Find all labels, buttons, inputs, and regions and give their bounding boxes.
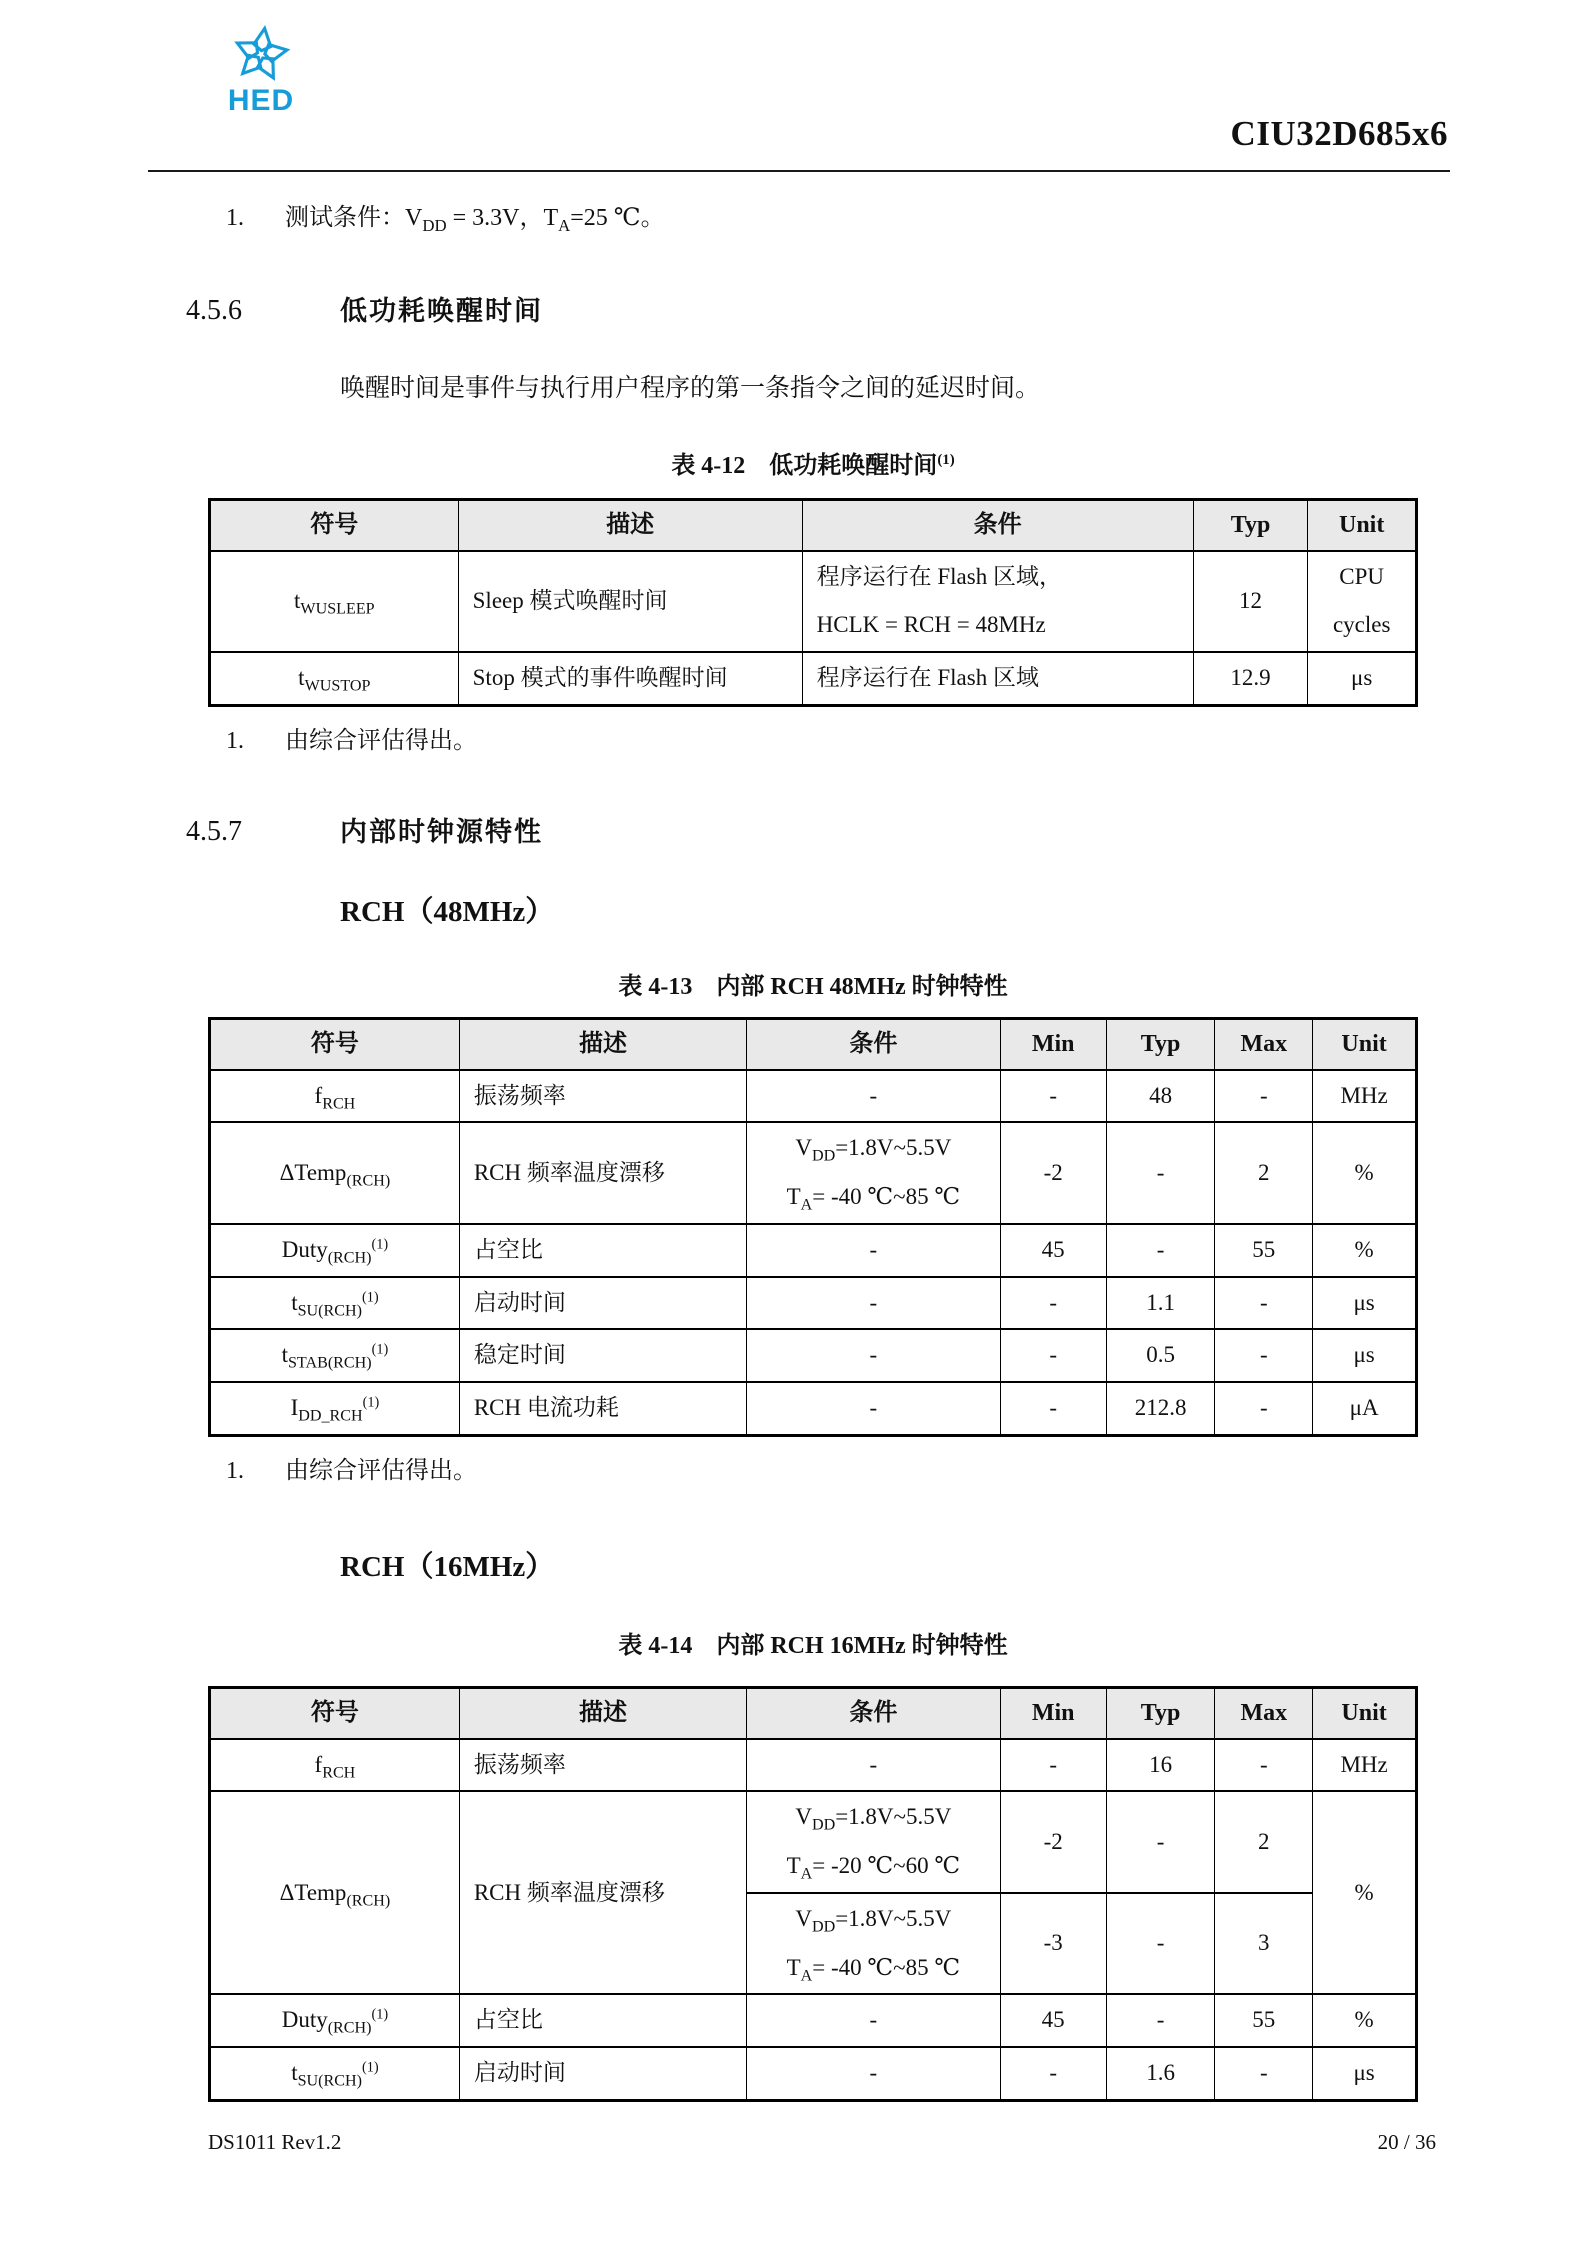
cell: - (1106, 1224, 1215, 1277)
cell: - (1000, 1739, 1106, 1792)
cell: - (747, 1382, 1000, 1435)
cell: Stop 模式的事件唤醒时间 (458, 652, 802, 705)
cell: 1.1 (1106, 1277, 1215, 1330)
document-title: CIU32D685x6 (1230, 114, 1448, 153)
note-number: 1. (226, 205, 244, 231)
column-header: 条件 (747, 1687, 1000, 1738)
cell: - (747, 1739, 1000, 1792)
cell: 启动时间 (459, 1277, 746, 1330)
column-header: Max (1215, 1687, 1313, 1738)
cell: $t_{WUSLEEP}$ (210, 551, 459, 653)
cell: - (1000, 1382, 1106, 1435)
section-title: 低功耗唤醒时间 (340, 295, 543, 326)
table-caption-4-12: 表 4-12 低功耗唤醒时间$^{(1)}$ (671, 451, 955, 479)
cell: - (747, 1277, 1000, 1330)
cell: $V_{DD}=1.8V\sim 5.5V$ $T_A= -40$ ℃~85 ℃ (747, 1893, 1000, 1995)
cell: -2 (1000, 1122, 1106, 1224)
page-footer (208, 2128, 1436, 2156)
cell: Duty$_{(RCH)}^{(1)}$ (210, 1994, 460, 2047)
section-heading-4-5-7 (186, 813, 1588, 851)
cell: - (1000, 1070, 1106, 1123)
page-header (148, 0, 1450, 172)
section-title: 内部时钟源特性 (340, 816, 543, 847)
cell: $f_{RCH}$ (210, 1739, 460, 1792)
cell: 稳定时间 (459, 1329, 746, 1382)
table-row (210, 1329, 1417, 1382)
cell: - (1215, 2047, 1313, 2100)
cell: 45 (1000, 1994, 1106, 2047)
cell: - (1106, 1122, 1215, 1224)
cell: % (1313, 1122, 1417, 1224)
cell: 55 (1215, 1224, 1313, 1277)
sub-heading-rch-48mhz: RCH（48MHz） (340, 895, 555, 928)
cell: - (1215, 1382, 1313, 1435)
cell: - (747, 1329, 1000, 1382)
cell: $t_{SU(RCH)}^{(1)}$ (210, 1277, 460, 1330)
header-row (210, 1687, 1417, 1738)
column-header: 描述 (458, 499, 802, 550)
cell: % (1313, 1224, 1417, 1277)
cell: $t_{WUSTOP}$ (210, 652, 459, 705)
column-header: Typ (1106, 1018, 1215, 1069)
cell: 占空比 (459, 1994, 746, 2047)
cell: % (1313, 1791, 1417, 1994)
header-row (210, 1018, 1417, 1069)
cell: - (1215, 1329, 1313, 1382)
table-row (210, 1070, 1417, 1123)
column-header: Min (1000, 1687, 1106, 1738)
table-row (210, 2047, 1417, 2100)
cell: MHz (1313, 1070, 1417, 1123)
note-test-condition (226, 202, 1588, 242)
cell: $V_{DD}=1.8V\sim 5.5V$ $T_A= -20$ ℃~60 ℃ (747, 1791, 1000, 1893)
table-row (210, 551, 1417, 653)
cell: μs (1313, 1329, 1417, 1382)
column-header: 符号 (210, 499, 459, 550)
section-number: 4.5.6 (186, 294, 242, 326)
table-caption-4-14: 表 4-14 内部 RCH 16MHz 时钟特性 (618, 1632, 1008, 1659)
table-row (210, 1382, 1417, 1435)
cell: CPU cycles (1308, 551, 1417, 653)
table-row (210, 1739, 1417, 1792)
table-row (210, 1122, 1417, 1224)
note-eval-413 (226, 1455, 1588, 1488)
table-row (210, 1224, 1417, 1277)
cell: 1.6 (1106, 2047, 1215, 2100)
cell: 程序运行在 Flash 区域， HCLK = RCH = 48MHz (802, 551, 1193, 653)
column-header: 描述 (459, 1687, 746, 1738)
cell: -3 (1000, 1893, 1106, 1995)
cell: - (1215, 1070, 1313, 1123)
column-header: Unit (1313, 1687, 1417, 1738)
note-number: 1. (226, 1457, 244, 1484)
table-4-14 (208, 1686, 1418, 2102)
hed-logo-text: HED (227, 84, 295, 117)
cell: % (1313, 1994, 1417, 2047)
column-header: Typ (1106, 1687, 1215, 1738)
cell: - (1000, 2047, 1106, 2100)
note-text: 由综合评估得出。 (285, 727, 477, 754)
note-number: 1. (226, 727, 244, 754)
cell: 占空比 (459, 1224, 746, 1277)
header-row (210, 499, 1417, 550)
note-text: 测试条件：$V_{DD} = 3.3V$，$T_A=25$ ℃。 (285, 205, 665, 235)
cell: $V_{DD}=1.8V\sim 5.5V$ $T_A= -40$ ℃~85 ℃ (747, 1122, 1000, 1224)
table-4-12 (208, 498, 1418, 707)
cell: 212.8 (1106, 1382, 1215, 1435)
table-row (210, 1994, 1417, 2047)
table-row (210, 1277, 1417, 1330)
cell: 程序运行在 Flash 区域 (802, 652, 1193, 705)
cell: - (747, 2047, 1000, 2100)
table-4-13 (208, 1017, 1418, 1437)
column-header: Max (1215, 1018, 1313, 1069)
column-header: 条件 (802, 499, 1193, 550)
cell: μs (1313, 2047, 1417, 2100)
cell: - (1215, 1739, 1313, 1792)
column-header: Unit (1308, 499, 1417, 550)
footer-page-number: 20 / 36 (1377, 2129, 1436, 2154)
footer-doc-revision: DS1011 Rev1.2 (208, 2129, 342, 2154)
cell: μs (1313, 1277, 1417, 1330)
sub-heading-rch-16mhz: RCH（16MHz） (340, 1550, 555, 1583)
cell: ΔTemp$_{(RCH)}$ (210, 1122, 460, 1224)
cell: - (1000, 1329, 1106, 1382)
section-paragraph: 唤醒时间是事件与执行用户程序的第一条指令之间的延迟时间。 (340, 374, 1041, 402)
cell: 55 (1215, 1994, 1313, 2047)
table-caption-4-13: 表 4-13 内部 RCH 48MHz 时钟特性 (618, 973, 1008, 1000)
note-eval-412 (226, 725, 1588, 758)
cell: -2 (1000, 1791, 1106, 1893)
cell: 12 (1193, 551, 1308, 653)
note-text: 由综合评估得出。 (285, 1457, 477, 1484)
cell: $f_{RCH}$ (210, 1070, 460, 1123)
cell: Duty$_{(RCH)}^{(1)}$ (210, 1224, 460, 1277)
cell: MHz (1313, 1739, 1417, 1792)
cell: 2 (1215, 1791, 1313, 1893)
cell: 12.9 (1193, 652, 1308, 705)
hed-logo-star-icon (230, 22, 292, 84)
cell: Sleep 模式唤醒时间 (458, 551, 802, 653)
cell: 2 (1215, 1122, 1313, 1224)
cell: ΔTemp$_{(RCH)}$ (210, 1791, 460, 1994)
cell: 0.5 (1106, 1329, 1215, 1382)
cell: 振荡频率 (459, 1739, 746, 1792)
cell: - (1106, 1893, 1215, 1995)
cell: 3 (1215, 1893, 1313, 1995)
table-row (210, 652, 1417, 705)
cell: 45 (1000, 1224, 1106, 1277)
column-header: 符号 (210, 1687, 460, 1738)
cell: μs (1308, 652, 1417, 705)
column-header: Unit (1313, 1018, 1417, 1069)
cell: $t_{SU(RCH)}^{(1)}$ (210, 2047, 460, 2100)
cell: RCH 频率温度漂移 (459, 1122, 746, 1224)
column-header: 符号 (210, 1018, 460, 1069)
cell: - (747, 1070, 1000, 1123)
cell: - (1215, 1277, 1313, 1330)
cell: 16 (1106, 1739, 1215, 1792)
hed-logo (206, 22, 316, 116)
cell: 48 (1106, 1070, 1215, 1123)
column-header: 描述 (459, 1018, 746, 1069)
section-heading-4-5-6 (186, 292, 1588, 330)
cell: 启动时间 (459, 2047, 746, 2100)
cell: - (1000, 1277, 1106, 1330)
cell: RCH 频率温度漂移 (459, 1791, 746, 1994)
table-row (210, 1791, 1417, 1893)
cell: - (747, 1994, 1000, 2047)
column-header: Min (1000, 1018, 1106, 1069)
cell: $I_{DD\_RCH}^{(1)}$ (210, 1382, 460, 1435)
cell: - (1106, 1791, 1215, 1893)
cell: RCH 电流功耗 (459, 1382, 746, 1435)
section-number: 4.5.7 (186, 815, 242, 847)
cell: $t_{STAB(RCH)}^{(1)}$ (210, 1329, 460, 1382)
column-header: 条件 (747, 1018, 1000, 1069)
cell: 振荡频率 (459, 1070, 746, 1123)
column-header: Typ (1193, 499, 1308, 550)
cell: - (1106, 1994, 1215, 2047)
cell: - (747, 1224, 1000, 1277)
cell: μA (1313, 1382, 1417, 1435)
